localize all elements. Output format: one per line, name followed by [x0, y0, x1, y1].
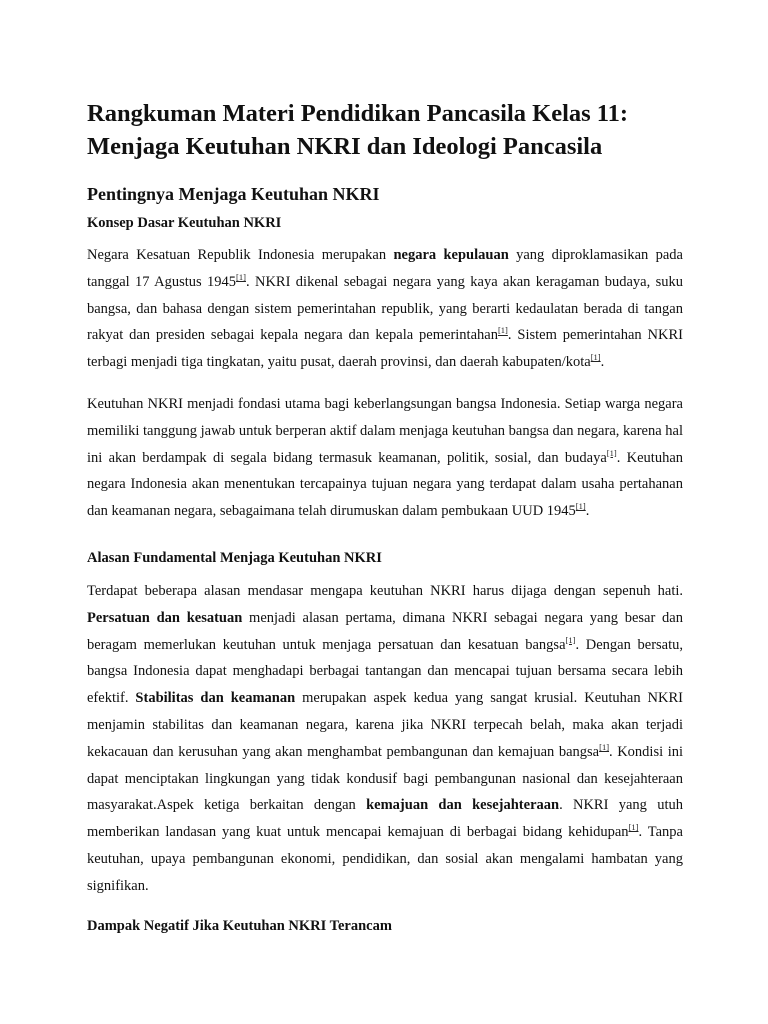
footnote-link[interactable]: [1]	[575, 501, 586, 512]
subheading-konsep-dasar: Konsep Dasar Keutuhan NKRI	[87, 215, 282, 231]
footnote-link[interactable]: [1]	[590, 352, 601, 363]
bold-term: Stabilitas dan keamanan	[135, 690, 296, 707]
paragraph-konsep-dasar: Negara Kesatuan Republik Indonesia merupakan negara kepulauan yang diproklamasikan pada tanggal 17 Agustus 1945[1]. NKRI dikenal sebagai negara yang kaya akan keragaman budaya, suku bangsa, dan bahasa dengan sistem pemerintahan republik, yang berarti kedaulatan berada di tangan rakyat dan presiden sebagai kepala negara dan kepala pemerintahan[1]. Sistem pemerintahan NKRI terbagi menjadi tiga tingkatan, yaitu pusat, daerah provinsi, dan daerah kabupaten/kota[1].	[87, 247, 683, 371]
bold-term: Persatuan dan kesatuan	[87, 609, 243, 626]
section-heading: Pentingnya Menjaga Keutuhan NKRI	[87, 184, 380, 204]
subheading-alasan-fundamental: Alasan Fundamental Menjaga Keutuhan NKRI	[87, 550, 382, 566]
footnote-link[interactable]: [1]	[606, 447, 617, 458]
paragraph-keutuhan: Keutuhan NKRI menjadi fondasi utama bagi keberlangsungan bangsa Indonesia. Setiap warga negara memiliki tanggung jawab untuk berperan aktif dalam menjaga keutuhan bangsa dan negara, karena hal ini akan berdampak di segala bidang termasuk keamanan, politik, sosial, dan budaya[1]. Keutuhan negara Indonesia akan menentukan tercapainya tujuan negara yang terdapat dalam usaha pertahanan dan keamanan negara, sebagaimana telah dirumuskan dalam pembukaan UUD 1945[1].	[87, 396, 684, 520]
footnote-link[interactable]: [1]	[628, 822, 639, 833]
paragraph-alasan: Terdapat beberapa alasan mendasar mengapa keutuhan NKRI harus dijaga dengan sepenuh hati. Persatuan dan kesatuan menjadi alasan pertama, dimana NKRI sebagai negara yang besar dan beragam memerlukan keutuhan untuk menjaga persatuan dan kesatuan bangsa[1]. Dengan bersatu, bangsa Indonesia dapat menghadapi berbagai tantangan dan mencapai tujuan bersama secara lebih efektif. Stabilitas dan keamanan merupakan aspek kedua yang sangat krusial. Keutuhan NKRI menjamin stabilitas dan keamanan negara, karena jika NKRI terpecah belah, maka akan terjadi kekacauan dan kerusuhan yang akan menghambat pembangunan dan kemajuan bangsa[1]. Kondisi ini dapat menciptakan lingkungan yang tidak kondusif bagi pembangunan nasional dan kesejahteraan masyarakat.Aspek ketiga berkaitan dengan kemajuan dan kesejahteraan. NKRI yang utuh memberikan landasan yang kuat untuk mencapai kemajuan di berbagai bidang kehidupan[1]. Tanpa keutuhan, upaya pembangunan ekonomi, pendidikan, dan sosial akan mengalami hambatan yang signifikan.	[87, 583, 684, 894]
footnote-link[interactable]: [1]	[236, 271, 246, 282]
footnote-link[interactable]: [1]	[497, 325, 508, 336]
footnote-link[interactable]: [1]	[565, 634, 576, 645]
footnote-link[interactable]: [1]	[599, 741, 610, 752]
subheading-dampak-negatif: Dampak Negatif Jika Keutuhan NKRI Terancam	[87, 918, 392, 934]
bold-term: kemajuan dan kesejahteraan	[366, 797, 560, 814]
document-title: Rangkuman Materi Pendidikan Pancasila Kelas 11: Menjaga Keutuhan NKRI dan Ideologi Pancasila	[87, 100, 629, 160]
bold-term: negara kepulauan	[393, 247, 509, 263]
